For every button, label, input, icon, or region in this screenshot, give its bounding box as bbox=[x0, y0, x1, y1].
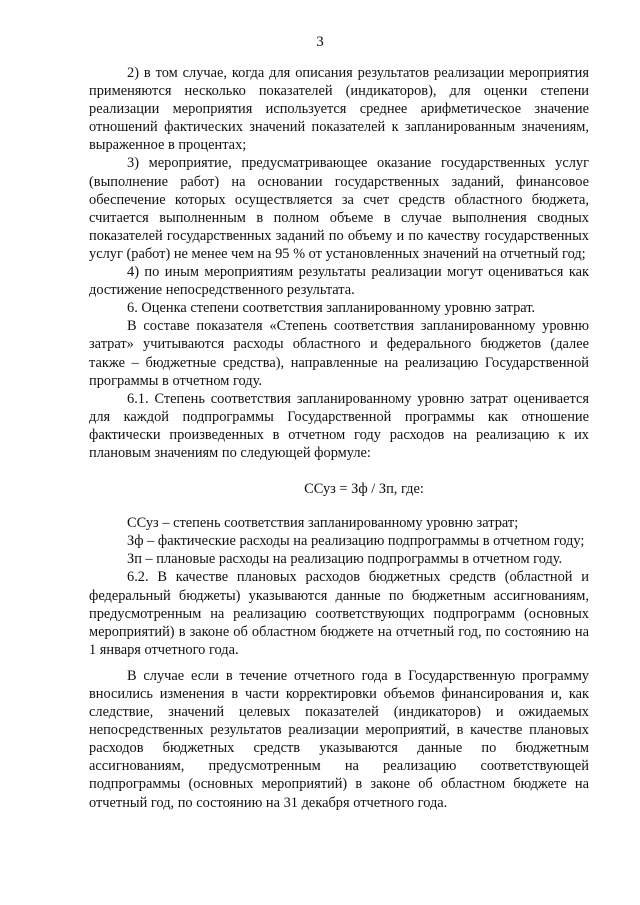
definition-ssuz: ССуз – степень соответствия запланированному уровню затрат; bbox=[127, 515, 519, 532]
section-heading-6: 6. Оценка степени соответствия запланированному уровню затрат. bbox=[127, 300, 536, 317]
paragraph-cost-indicator: В составе показателя «Степень соответствия запланированному уровню затрат» учитываются расходы областного и федерального бюджетов (далее также – бюджетные средства), направленные на реализацию Государственной программы в отчетном году. bbox=[89, 318, 589, 389]
document-body bbox=[89, 64, 589, 812]
formula: ССуз = Зф / Зп, где: bbox=[304, 481, 424, 498]
paragraph-6-1: 6.1. Степень соответствия запланированному уровню затрат оценивается для каждой подпрограммы Государственной программы как отношение фактически произведенных в отчетном году расходов на реализацию к их плановым значениям по следующей формуле: bbox=[89, 390, 589, 461]
paragraph-item-4: 4) по иным мероприятиям результаты реализации могут оцениваться как достижение непосредственного результата. bbox=[89, 264, 589, 299]
definition-zf: Зф – фактические расходы на реализацию подпрограммы в отчетном году; bbox=[127, 533, 585, 550]
page-number: 3 bbox=[316, 34, 324, 50]
paragraph-6-2: 6.2. В качестве плановых расходов бюджетных средств (областной и федеральный бюджеты) указываются данные по бюджетным ассигнованиям, предусмотренным на реализацию соответствующих подпрограмм (основных мероприятий) в законе об областном бюджете на отчетный год, по состоянию на 1 января отчетного года. bbox=[89, 569, 589, 658]
definition-zp: Зп – плановые расходы на реализацию подпрограммы в отчетном году. bbox=[127, 551, 563, 568]
paragraph-program-changes: В случае если в течение отчетного года в Государственную программу вносились изменения в части корректировки объемов финансирования и, как следствие, значений целевых показателей (индикаторов) и ожидаемых непосредственных результатов реализации мероприятий, в качестве плановых расходов бюджетных средств указываются данные по бюджетным ассигнованиям, предусмотренным на реализацию соответствующей подпрограммы (основных мероприятий) в законе об областном бюджете на отчетный год, по состоянию на 31 декабря отчетного года. bbox=[89, 667, 589, 811]
paragraph-item-3: 3) мероприятие, предусматривающее оказание государственных услуг (выполнение работ) на основании государственных заданий, финансовое обеспечение которых осуществляется за счет средств областного бюджета, считается выполненным в полном объеме в случае выполнения сводных показателей государственных заданий по объему и по качеству государственных услуг (работ) не менее чем на 95 % от установленных значений на отчетный год; bbox=[89, 155, 589, 262]
paragraph-item-2: 2) в том случае, когда для описания результатов реализации мероприятия применяются несколько показателей (индикаторов), для оценки степени реализации мероприятия используется среднее арифметическое значение отношений фактических значений показателей к запланированным значениям, выраженное в процентах; bbox=[89, 65, 589, 154]
